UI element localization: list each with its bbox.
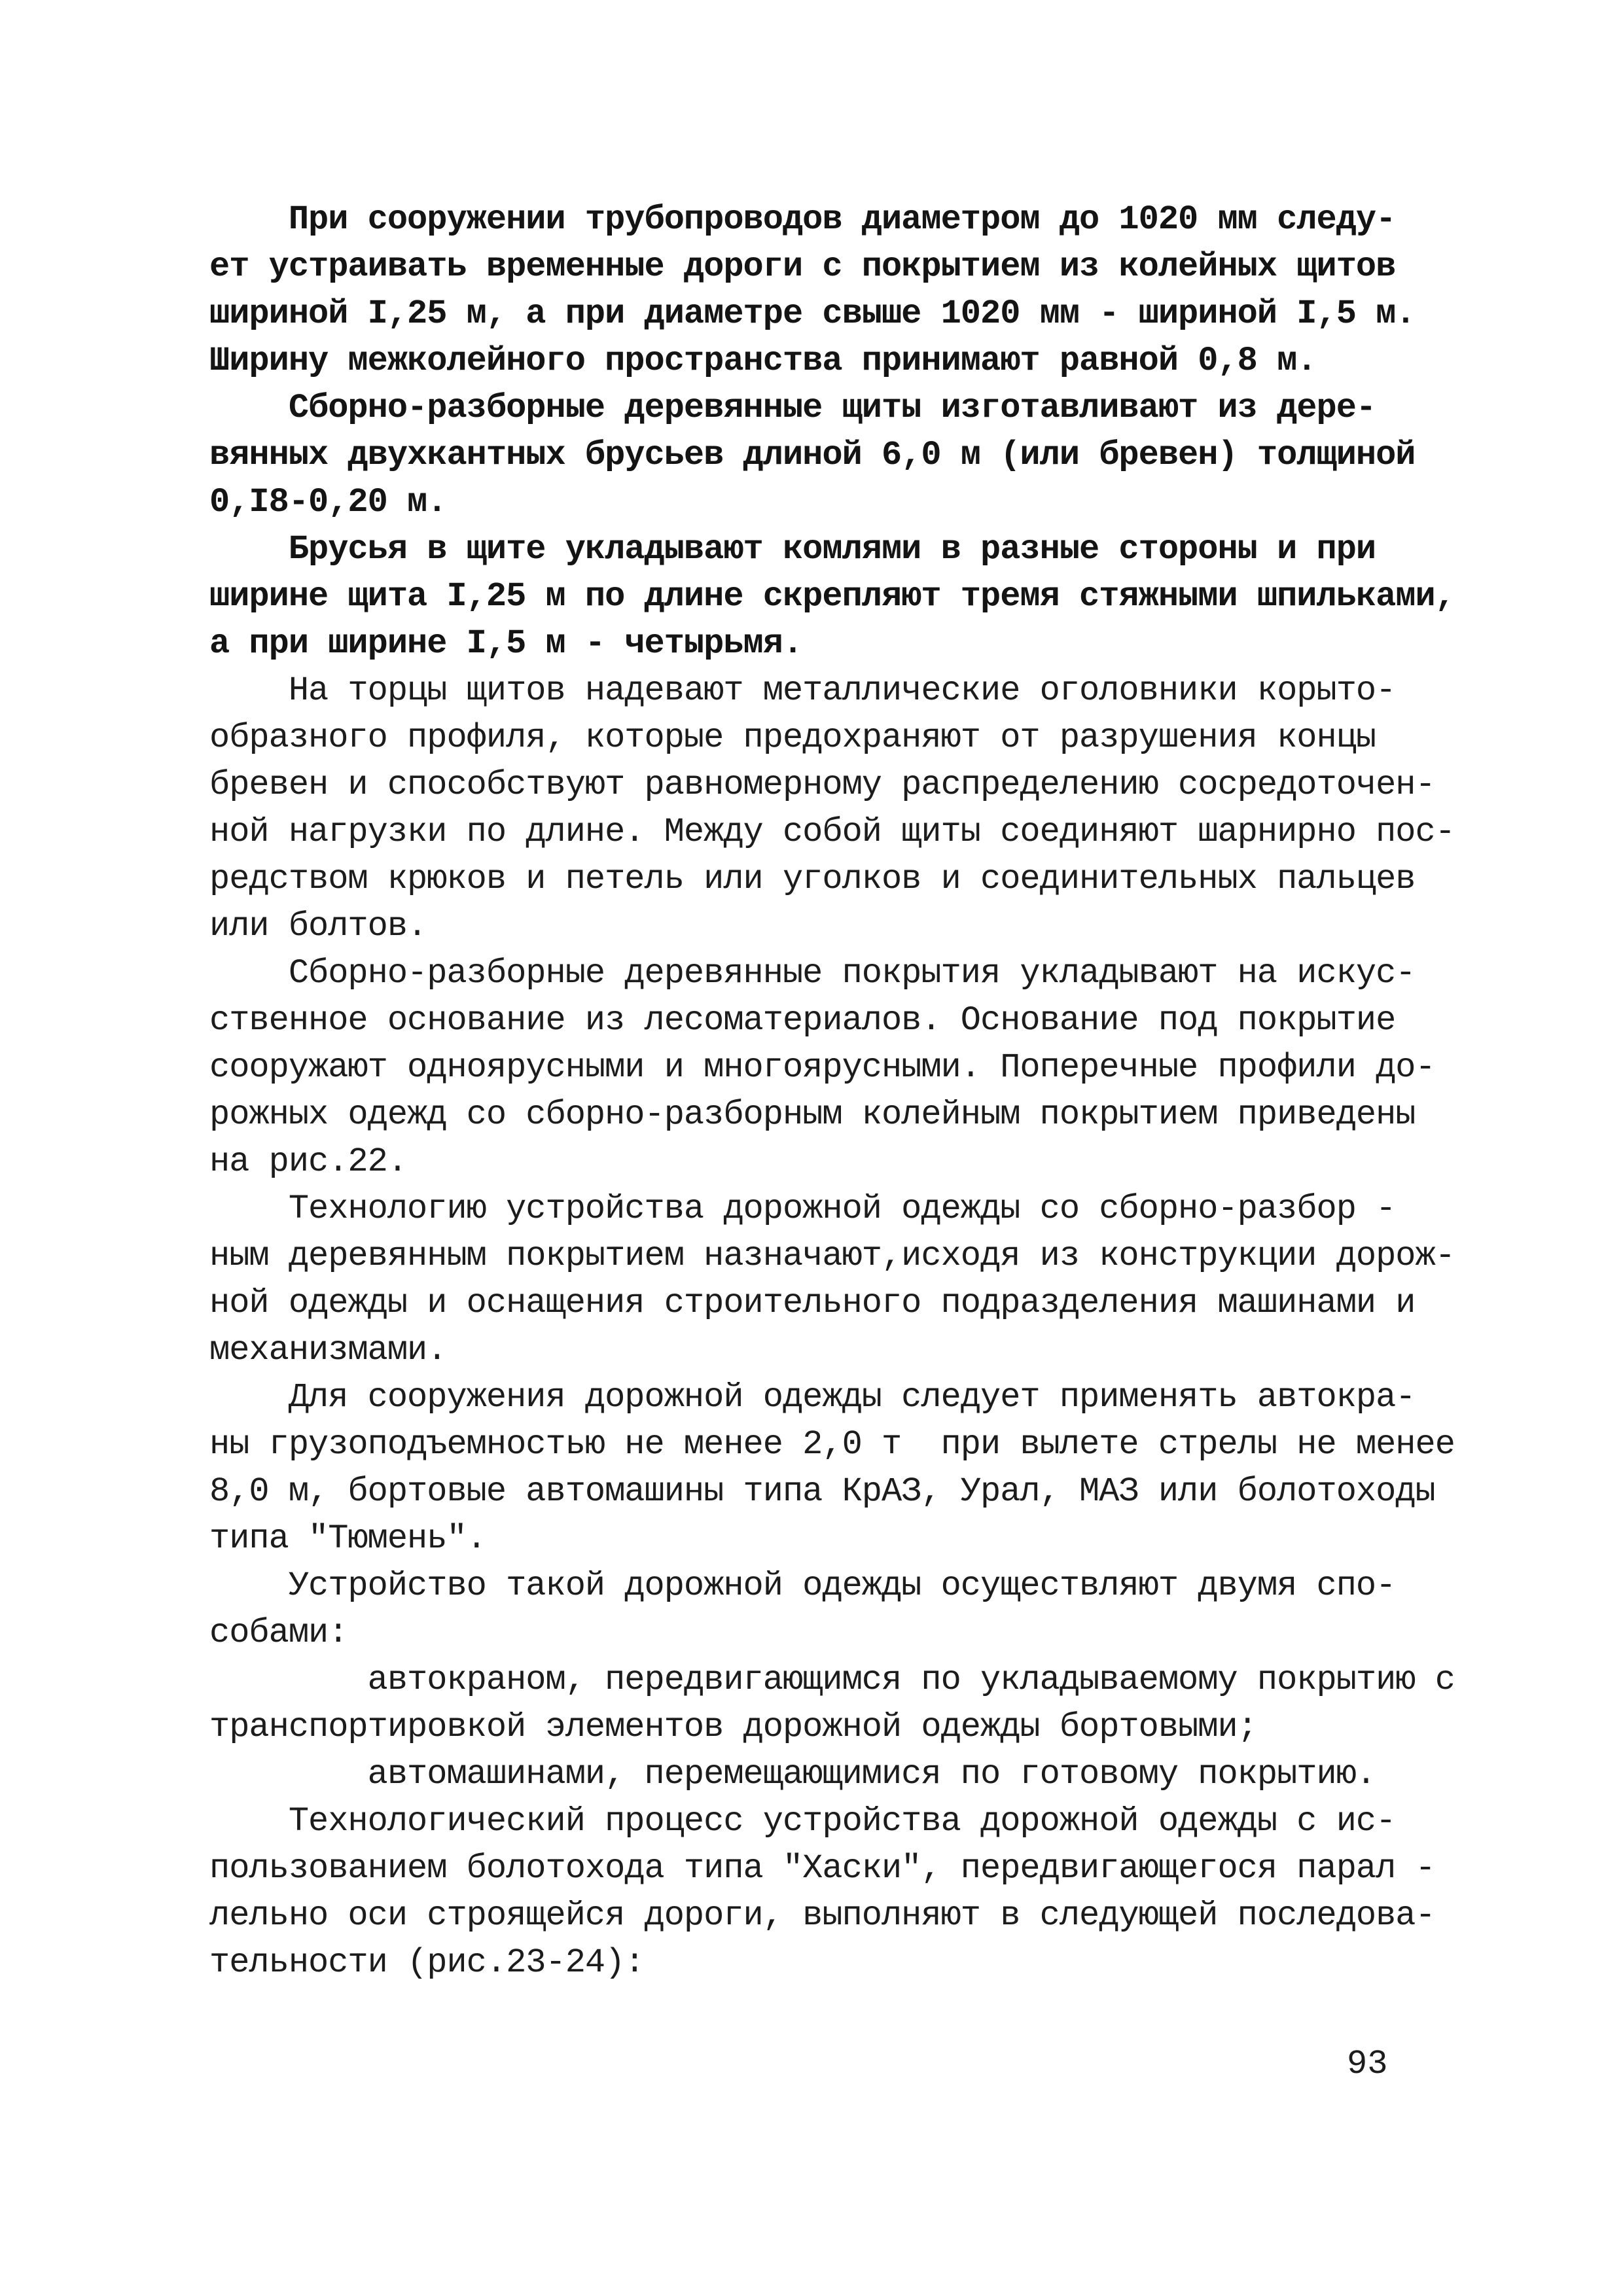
- text-line: Технологический процесс устройства дорожной одежды с ис-: [209, 1802, 1396, 1841]
- text-line: лельно оси строящейся дороги, выполняют в следующей последова-: [209, 1896, 1435, 1935]
- text-line: автомашинами, перемещающимися по готовому покрытию.: [209, 1755, 1376, 1793]
- text-line: 0,I8-0,20 м.: [209, 483, 447, 521]
- text-line: сооружают одноярусными и многоярусными. Поперечные профили до-: [209, 1048, 1435, 1087]
- text-line: или болтов.: [209, 907, 427, 945]
- text-line: бревен и способствуют равномерному распределению сосредоточен-: [209, 766, 1435, 804]
- text-line: Устройство такой дорожной одежды осуществляют двумя спо-: [209, 1566, 1396, 1605]
- body-text: [209, 196, 1453, 1987]
- text-line: шириной I,25 м, а при диаметре свыше 1020 мм - шириной I,5 м.: [209, 294, 1416, 333]
- text-line: ственное основание из лесоматериалов. Основание под покрытие: [209, 1001, 1396, 1040]
- text-line: пользованием болотохода типа "Хаски", передвигающегося парал -: [209, 1849, 1435, 1888]
- text-line: ет устраивать временные дороги с покрытием из колейных щитов: [209, 247, 1396, 286]
- text-line: тельности (рис.23-24):: [209, 1943, 645, 1982]
- text-line: Для сооружения дорожной одежды следует применять автокра-: [209, 1378, 1416, 1417]
- text-line: При сооружении трубопроводов диаметром до 1020 мм следу-: [209, 200, 1396, 239]
- text-line: Брусья в щите укладывают комлями в разные стороны и при: [209, 530, 1376, 569]
- text-line: Сборно-разборные деревянные щиты изготавливают из дере-: [209, 389, 1376, 427]
- text-line: транспортировкой элементов дорожной одежды бортовыми;: [209, 1708, 1257, 1746]
- text-line: ной одежды и оснащения строительного подразделения машинами и: [209, 1284, 1416, 1322]
- text-line: ширине щита I,25 м по длине скрепляют тремя стяжными шпильками,: [209, 577, 1455, 616]
- text-line: на рис.22.: [209, 1142, 408, 1181]
- text-line: Сборно-разборные деревянные покрытия укладывают на искус-: [209, 954, 1416, 993]
- text-line: 8,0 м, бортовые автомашины типа КрАЗ, Урал, МАЗ или болотоходы: [209, 1472, 1435, 1511]
- text-line: а при ширине I,5 м - четырьмя.: [209, 624, 803, 663]
- text-line: Ширину межколейного пространства принимают равной 0,8 м.: [209, 342, 1317, 380]
- text-line: типа "Тюмень".: [209, 1519, 486, 1558]
- text-line: ны грузоподъемностью не менее 2,0 т при вылете стрелы не менее: [209, 1425, 1455, 1464]
- text-line: вянных двухкантных брусьев длиной 6,0 м (или бревен) толщиной: [209, 436, 1416, 474]
- text-line: ной нагрузки по длине. Между собой щиты соединяют шарнирно пос-: [209, 813, 1455, 851]
- text-line: редством крюков и петель или уголков и соединительных пальцев: [209, 860, 1416, 898]
- page-number: 93: [1347, 2045, 1388, 2083]
- text-line: образного профиля, которые предохраняют от разрушения концы: [209, 718, 1376, 757]
- text-line: На торцы щитов надевают металлические оголовники корыто-: [209, 671, 1396, 710]
- text-line: собами:: [209, 1614, 348, 1652]
- text-line: Технологию устройства дорожной одежды со сборно-разбор -: [209, 1190, 1396, 1228]
- text-line: рожных одежд со сборно-разборным колейным покрытием приведены: [209, 1095, 1416, 1134]
- text-line: ным деревянным покрытием назначают,исходя из конструкции дорож-: [209, 1237, 1455, 1275]
- text-line: автокраном, передвигающимся по укладываемому покрытию с: [209, 1661, 1455, 1699]
- text-line: механизмами.: [209, 1331, 447, 1369]
